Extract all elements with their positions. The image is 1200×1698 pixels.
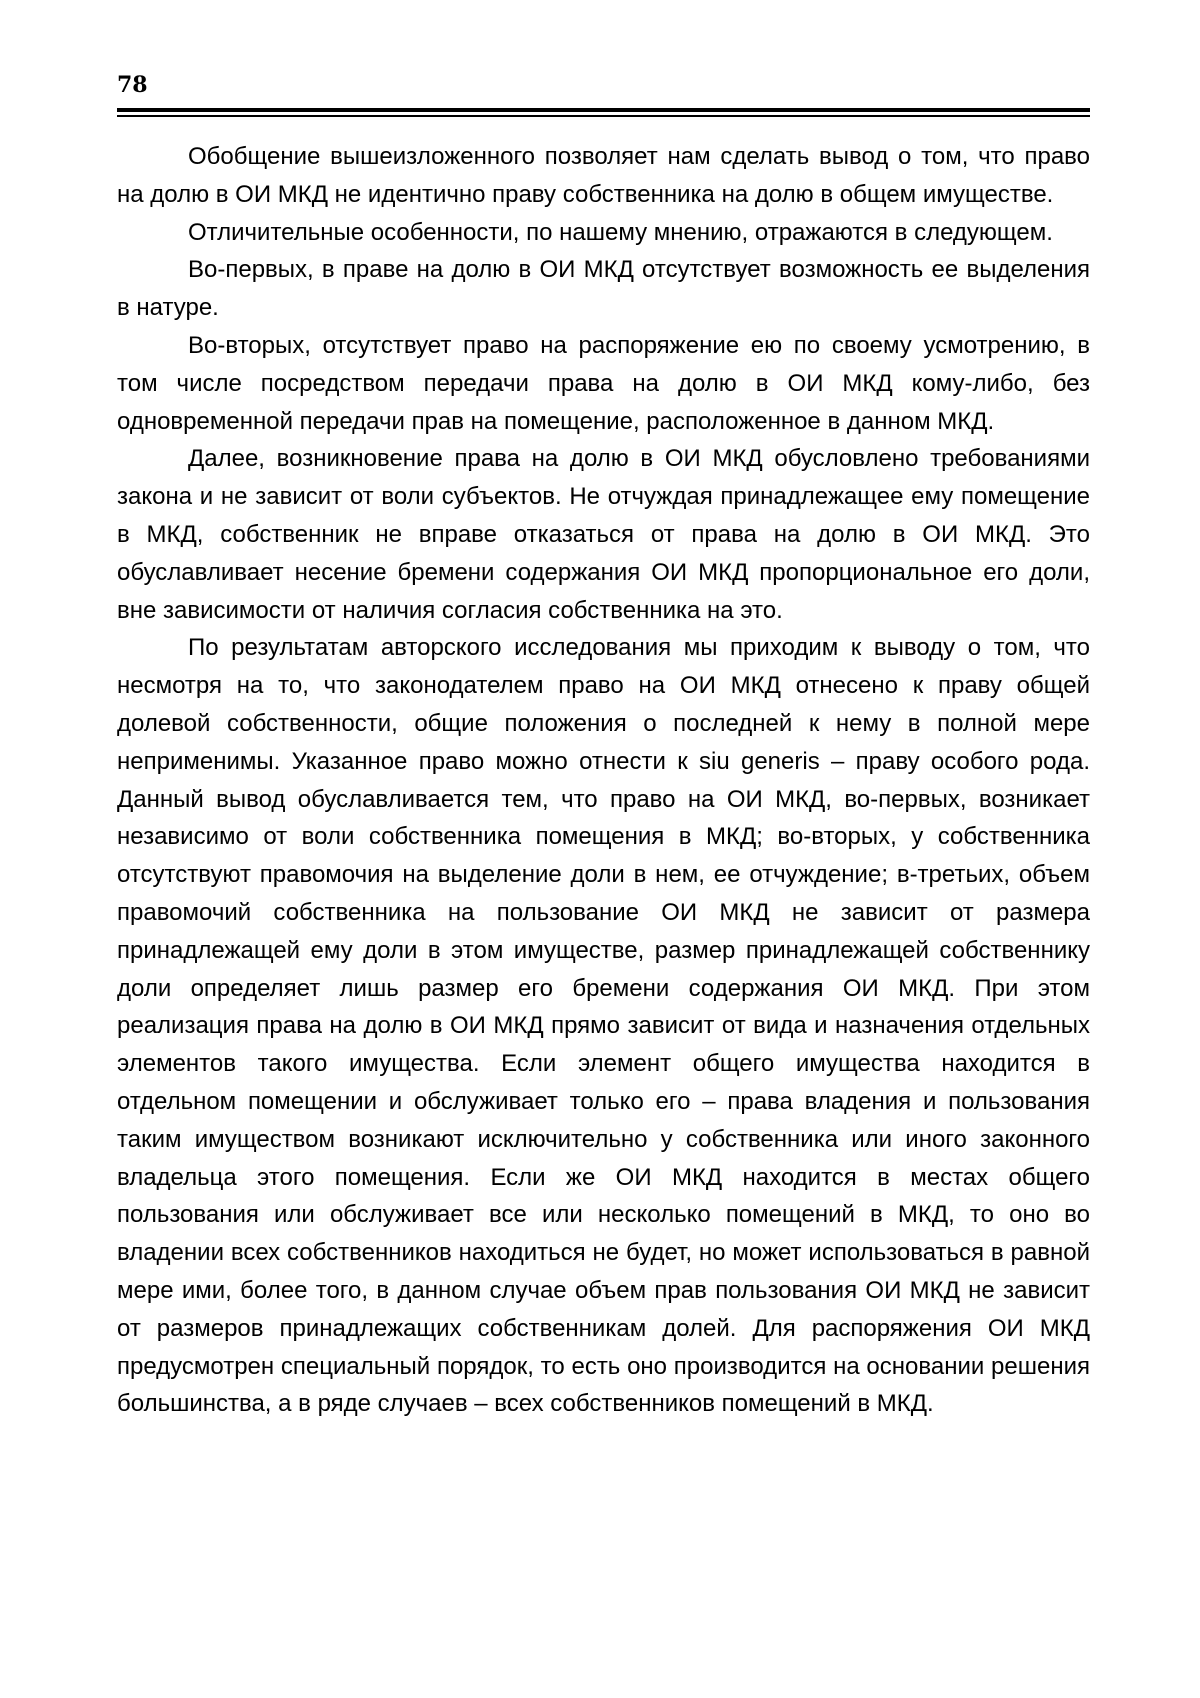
paragraph: Обобщение вышеизложенного позволяет нам сделать вывод о том, что право на долю в ОИ МКД не идентично праву собственника на долю в общем имуществе. (117, 143, 1090, 208)
header-rule-thick (117, 108, 1090, 112)
body-text (117, 138, 1090, 1423)
paragraph: Во-первых, в праве на долю в ОИ МКД отсутствует возможность ее выделения в натуре. (117, 256, 1090, 322)
paragraph: Во-вторых, отсутствует право на распоряжение ею по своему усмотрению, в том числе посредством передачи права на долю в ОИ МКД кому-либо, без одновременной передачи прав на помещение, расположенное в данном МКД. (117, 331, 1090, 435)
paragraph: Отличительные особенности, по нашему мнению, отражаются в следующем. (188, 218, 1053, 246)
page-number: 78 (117, 72, 148, 98)
paragraph: По результатам авторского исследования мы приходим к выводу о том, что несмотря на то, что законодателем право на ОИ МКД отнесено к праву общей долевой собственности, общие положения о последней к нему в полной мере неприменимы. Указанное право можно отнести к siu generis – праву особого рода. Данный вывод обуславливается тем, что право на ОИ МКД, во-первых, возникает независимо от воли собственника помещения в МКД; во-вторых, у собственника отсутствуют правомочия на выделение доли в нем, ее отчуждение; в-третьих, объем правомочий собственника на пользование ОИ МКД не зависит от размера принадлежащей ему доли в этом имуществе, размер принадлежащей собственнику доли определяет лишь размер его бремени содержания ОИ МКД. При этом реализация права на долю в ОИ МКД прямо зависит от вида и назначения отдельных элементов такого имущества. Если элемент общего имущества находится в отдельном помещении и обслуживает только его – права владения и пользования таким имуществом возникают исключительно у собственника или иного законного владельца этого помещения. Если же ОИ МКД находится в местах общего пользования или обслуживает все или несколько помещений в МКД, то оно во владении всех собственников находиться не будет, но может использоваться в равной мере ими, более того, в данном случае объем прав пользования ОИ МКД не зависит от размеров принадлежащих собственникам долей. Для распоряжения ОИ МКД предусмотрен специальный порядок, то есть оно производится на основании решения большинства, а в ряде случаев – всех собственников помещений в МКД. (117, 634, 1090, 1418)
header-rule-thin (117, 115, 1090, 117)
paragraph: Далее, возникновение права на долю в ОИ МКД обусловлено требованиями закона и не зависит от воли субъектов. Не отчуждая принадлежащее ему помещение в МКД, собственник не вправе отказаться от права на долю в ОИ МКД. Это обуславливает несение бремени содержания ОИ МКД пропорциональное его доли, вне зависимости от наличия согласия собственника на это. (117, 445, 1090, 624)
